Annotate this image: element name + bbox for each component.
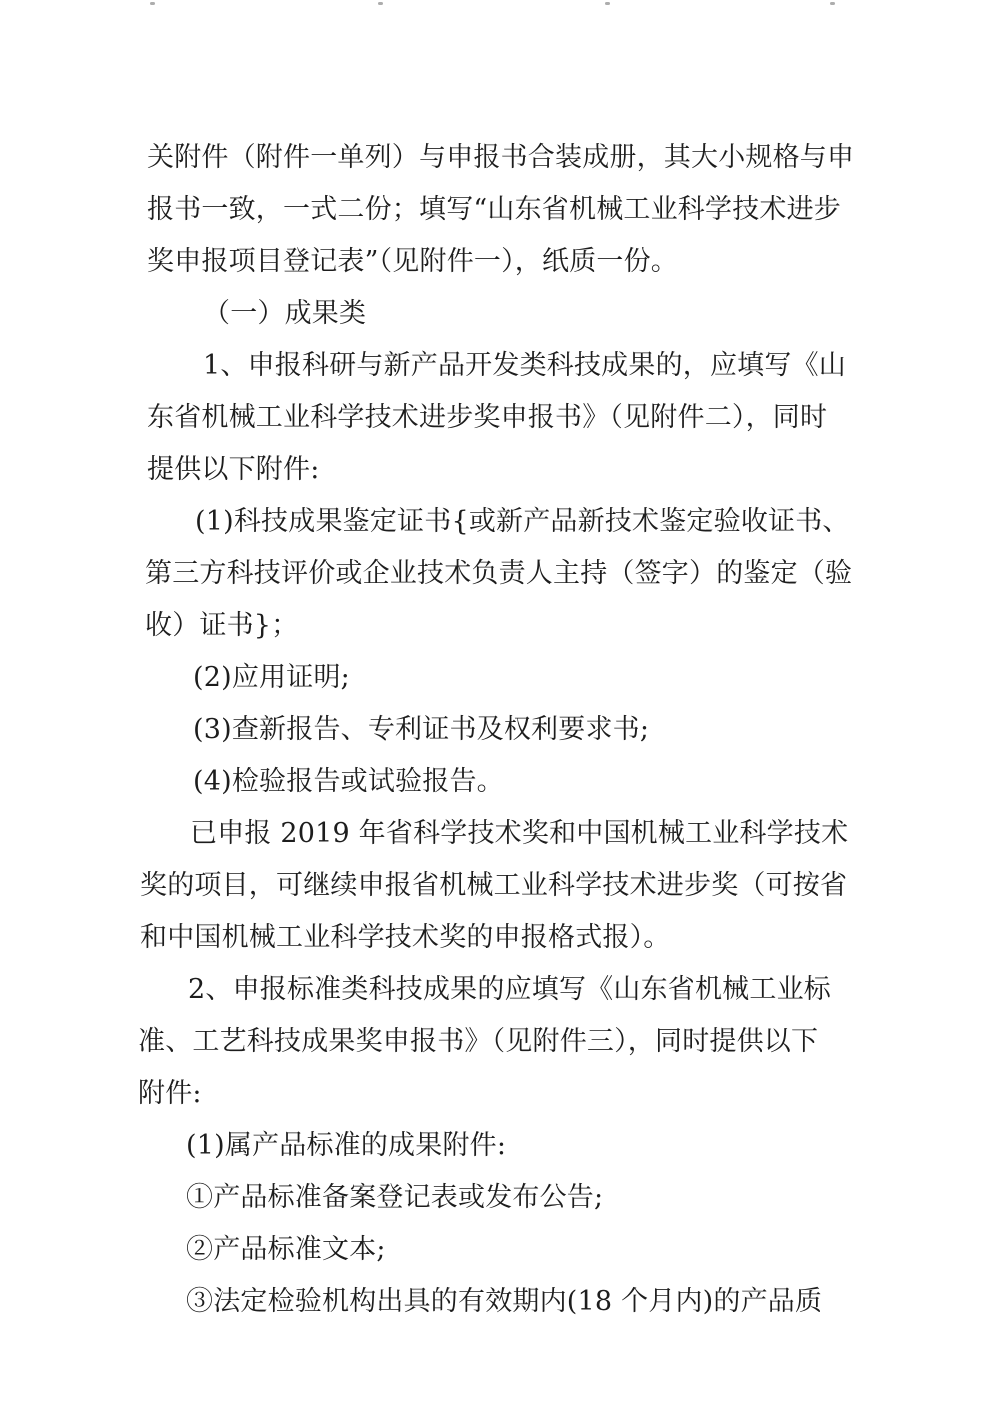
paragraph-line: 关附件（附件一单列）与申报书合装成册，其大小规格与申 bbox=[147, 142, 855, 173]
paragraph-line: 已申报 2019 年省科学技术奖和中国机械工业科学技术 bbox=[190, 818, 849, 849]
paragraph-line: 第三方科技评价或企业技术负责人主持（签字）的鉴定（验 bbox=[145, 558, 853, 589]
paragraph-line: 奖申报项目登记表”（见附件一），纸质一份。 bbox=[147, 246, 679, 277]
paragraph-line: 提供以下附件: bbox=[147, 454, 320, 485]
list-item: (4)检验报告或试验报告。 bbox=[193, 766, 504, 797]
list-item: ②产品标准文本; bbox=[186, 1234, 386, 1265]
paragraph-line: 附件: bbox=[138, 1078, 202, 1109]
paragraph-line: 准、工艺科技成果奖申报书》（见附件三），同时提供以下 bbox=[138, 1026, 819, 1057]
paragraph-line: 收）证书}； bbox=[145, 610, 299, 641]
scan-speck bbox=[830, 2, 835, 5]
paragraph-line: 1、申报科研与新产品开发类科技成果的，应填写《山 bbox=[203, 350, 846, 381]
paragraph-line: 和中国机械工业科学技术奖的申报格式报）。 bbox=[140, 922, 671, 953]
paragraph-line: 2、申报标准类科技成果的应填写《山东省机械工业标 bbox=[188, 974, 831, 1005]
paragraph-line: 报书一致，一式二份；填写“山东省机械工业科学技术进步 bbox=[147, 194, 842, 225]
scan-speck bbox=[378, 2, 383, 5]
paragraph-line: 奖的项目，可继续申报省机械工业科学技术进步奖（可按省 bbox=[140, 870, 848, 901]
scan-speck bbox=[605, 2, 610, 5]
paragraph-line: 东省机械工业科学技术进步奖申报书》（见附件二），同时 bbox=[147, 402, 828, 433]
section-heading: （一）成果类 bbox=[203, 298, 367, 329]
list-item: (2)应用证明; bbox=[193, 662, 350, 693]
scan-speck bbox=[150, 2, 155, 5]
list-item: (1)科技成果鉴定证书{或新产品新技术鉴定验收证书、 bbox=[195, 506, 850, 537]
list-item: ①产品标准备案登记表或发布公告; bbox=[186, 1182, 604, 1213]
list-item: (3)查新报告、专利证书及权利要求书; bbox=[193, 714, 650, 745]
list-item: ③法定检验机构出具的有效期内(18 个月内)的产品质 bbox=[186, 1286, 823, 1317]
list-item: (1)属产品标准的成果附件: bbox=[186, 1130, 507, 1161]
